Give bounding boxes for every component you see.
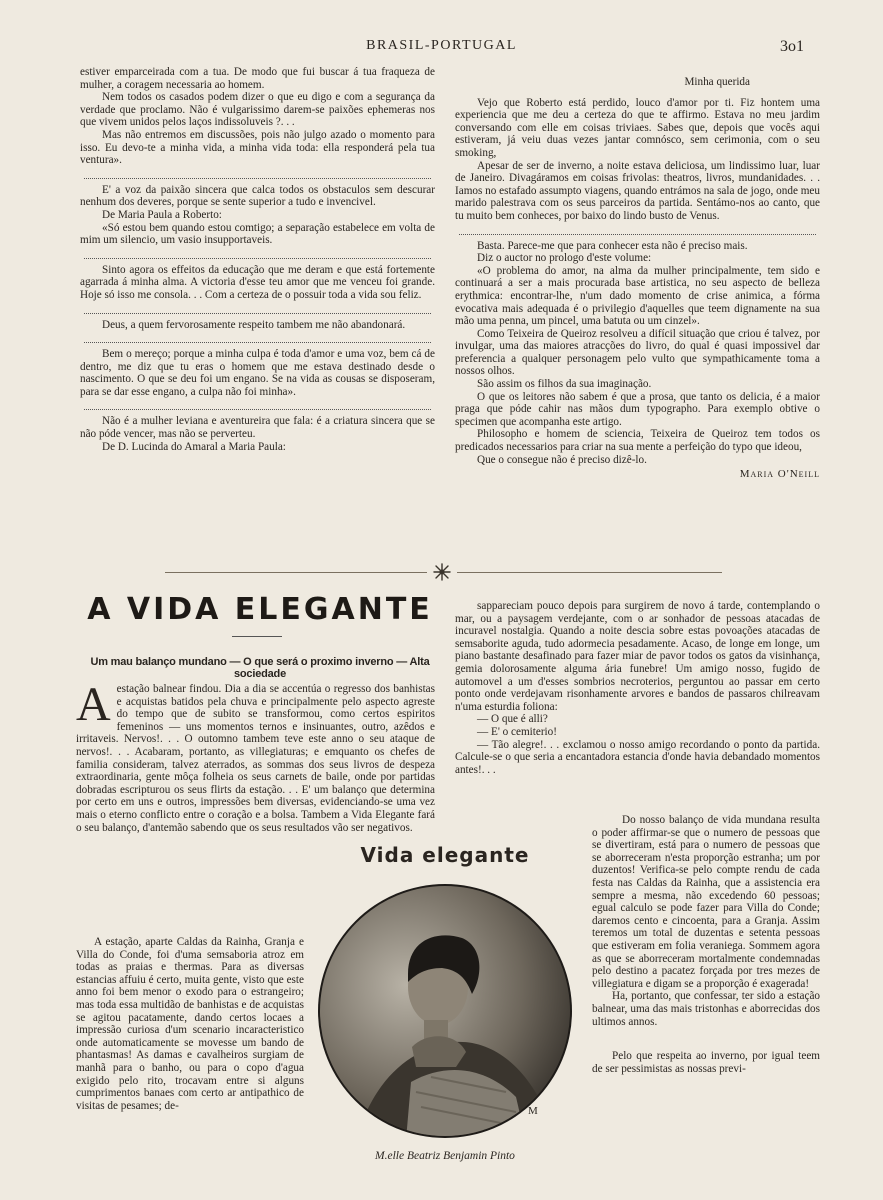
paragraph: De D. Lucinda do Amaral a Maria Paula:	[102, 440, 286, 453]
paragraph: «Só estou bem quando estou comtigo; a separação estabelece em volta de mim um silencio, um vasio insupportaveis.	[80, 221, 435, 247]
dotted-separator	[84, 304, 431, 314]
photographer-mark: M	[528, 1105, 538, 1117]
dotted-separator	[84, 249, 431, 259]
upper-right-column	[455, 76, 820, 481]
section-divider-left	[165, 572, 427, 573]
paragraph-text: estação balnear findou. Dia a dia se accentúa o regresso dos banhistas e acquistas batidos pela chuva e principalmente pelo aspecto agreste do tempo que de subito se transformou, como certos espiritos femeninos — uns momentos ternos e insinuantes, outro, azêdos e irritaveis. Nervos!. . . O outomno tambem teve este anno o seu ataque de nervos!. . . Acabaram, portanto, as villegiaturas; e emquanto os chefes de familia consideram, talvez aterrados, as sommas dos seus livros de despeza extraordinaria, gente môça folheia os seus carnets de baile, onde por partidas dobradas escriptur​ou os seus flirts da estação. . . E' um balanço que determina por certo em uns e outros, impressões bem diversas, evidenciando-se uma vez mais o eterno conflicto entre o coração e a bolsa. Tambem a Vida Elegante fará o seu balanço, d'antemão sabendo que os seus resultados vão ser negativos.	[76, 683, 435, 834]
paragraph: Basta. Parece-me que para conhecer esta não é preciso mais.	[477, 239, 748, 252]
paragraph: Que o consegue não é preciso dizê-lo.	[477, 453, 647, 466]
section-divider-right	[457, 572, 722, 573]
dialogue-line: — O que é alli?	[477, 713, 548, 726]
article-left-column	[76, 683, 435, 834]
paragraph: O que os leitores não sabem é que a prosa, que tanto os delicia, é a maior praga que póde cahir nas mãos dum typographo. Para exemplo obtive o specimen que acompanha este artigo.	[455, 390, 820, 428]
paragraph: Como Teixeira de Queiroz resolveu a difícil situação que criou é talvez, por invulgar, uma das maiores atracções do livro, do qual é quasi impossivel dar preferencia a qualquer personagem pelo vulto que sympathicamente toma a nossos olhos.	[455, 327, 820, 378]
paragraph: sappareciam pouco depois para surgirem de novo á tarde, contemplando o mar, ou a paysagem verdejante, com o ar sonhador de pessoas atacadas de incuravel nostalgia. Quando a noite descia sobre estas povoações atacadas de semsaborite aguda, tudo adormecia pesadamente. Acaso, de longe em longe, um piano bastante desafinado para fazer miar de pavor todos os gatos da visinhança, gemia dolorosamente alguma ária funebre! Um amigo nosso, fugido de automovel a um d'esses sombrios necroterios, perguntou ao passar em certo ponto onde verdejavam risonhamente arvores e bandos de passaros chilreavam n'uma esturdia foliona:	[455, 600, 820, 713]
paragraph: Deus, a quem fervorosamente respeito tambem me não abandonará.	[102, 318, 406, 331]
paragraph: Philosopho e homem de sciencia, Teixeira de Queiroz tem todos os predicados necessarios para criar na sua mente a perfeição do typo que ideou,	[455, 428, 820, 454]
paragraph: «O problema do amor, na alma da mulher principalmente, tem sido e continuará a ser a mais procurada base artistica, no seu aspecto de belleza erythmica: encontrar-lhe, n'um dado momento de crise animica, a fórma evocativa mais adequada é o privilegio d'aquelles que teem dignamente na sua mão uma penna, um pincel, uma batuta ou um cinzel».	[455, 264, 820, 328]
inset-title: Vida elegante	[360, 843, 530, 867]
paragraph: Ha, portanto, que confessar, ter sido a estação balnear, uma das mais tristonhas e aborrecidas dos ultimos annos.	[592, 990, 820, 1028]
paragraph: São assim os filhos da sua imaginação.	[477, 378, 652, 391]
article-subtitle: Um mau balanço mundano — O que será o proximo inverno — Alta sociedade	[90, 656, 430, 680]
paragraph: E' a voz da paixão sincera que calca todos os obstaculos sem descurar nenhum dos deveres, porque se sente superior a tudo e invencivel.	[80, 183, 435, 209]
dotted-separator	[84, 333, 431, 343]
paragraph: Vejo que Roberto está perdido, louco d'amor por ti. Fiz hontem uma experiencia que me deu a certeza do que te affirmo. Estava no meu jardim conversando com elle em coisas triviaes. Sabes que, depois que vocês aqui estiveram, já veiu duas vezes jantar comnósco, sem cerimonia, com o seu smoking,	[455, 96, 820, 159]
dialogue-line: — E' o cemiterio!	[477, 725, 557, 738]
ornament-icon	[433, 563, 451, 581]
author-signature: Maria O'Neill	[739, 468, 820, 481]
article-title: A VIDA ELEGANTE	[87, 592, 433, 627]
dotted-separator	[84, 400, 431, 410]
paragraph: estiver emparceirada com a tua. De modo que fui buscar á tua fraqueza de mulher, a coragem necessaria ao homem.	[80, 66, 435, 91]
drop-cap: A	[76, 683, 111, 731]
upper-left-column	[80, 66, 435, 453]
article-left-column-lower	[76, 936, 304, 1112]
paragraph: Do nosso balanço de vida mundana resulta o poder affirmar-se que o numero de pessoas que se divertiram, está para o numero de pessoas que se aborreceram n'esta proporção estranha; um por duzentos! Verifica-se pelo compte rendu de cada festa nas Caldas da Rainha, que a assistencia era sempre a mesma, não excedendo 60 pessoas; egual calculo se pode fazer para Villa do Conde; daremos cento e cincoenta, para a Granja. Assim teremos um total de duzentas e setenta pessoas que estiveram em folia veraniega. Sommem agora as que se aborreceram mortalmente condemnadas pelo destino a pacatez forçada por tres mezes de villegiatura e digam se a proporção é exagerada!	[592, 814, 820, 990]
paragraph: Mas não entremos em discussões, pois não julgo azado o momento para isso. Eu devo-te a minha vida, a minha vida toda: ella responderá pela tua ventura».	[80, 128, 435, 167]
photo-caption: M.elle Beatriz Benjamin Pinto	[375, 1150, 515, 1162]
portrait-photo	[316, 882, 574, 1140]
paragraph: Sinto agora os effeitos da educação que me deram e que está fortemente agarrada á minha alma. A victoria d'esse teu amor que me venceu foi grande. Hoje só isso me consola. . . Com a certeza de o possuir toda a vida sou feliz.	[80, 263, 435, 301]
paragraph: De Maria Paula a Roberto:	[102, 208, 222, 221]
paragraph: A estação, aparte Caldas da Rainha, Granja e Villa do Conde, foi d'uma semsaboria atroz em todas as praias e thermas. Para as diversas estancias affuiu é certo, muita gente, visto que este anno foi bem menor o exodo para o estrangeiro; mas toda essa multidão de banhistas e de acquistas se agitou pacatamente, dando certos locaes a impressão curiosa d'um scenario incaracteristico onde automaticamente se movesse um bando de phantasmas! As damas e cavalheiros surgiam de manhã para o banho, ou para o copo d'agua exigido pelo rito, trocavam entre si alguns cumprimentos banaes com certo ar antipathico de visitas de pesames; de-	[76, 936, 304, 1112]
dialogue-line: — Tão alegre!. . . exclamou o nosso amigo recordando o ponto da partida. Calcule-se o que seria a encantadora estancia d'onde havia debandado momentos antes!. . .	[455, 738, 820, 776]
paragraph	[76, 683, 435, 834]
dotted-separator	[84, 169, 431, 179]
title-rule	[232, 636, 282, 637]
paragraph: Nem todos os casados podem dizer o que eu digo e com a segurança da verdade que proclamo. Não é vulgarissimo darem-se paixões ephemeras nos que vivem unidos pelos laços indissoluveis ?. . .	[80, 91, 435, 129]
paragraph: Apesar de ser de inverno, a noite estava deliciosa, um lindissimo luar, luar de Janeiro. Divagáramos em coisas frivolas: theatros, livros, mundanidades. . . Iamos no estafado assumpto viagens, quando entrámos na sala de jogo, onde meu marido palestrava com os seus parceiros da partida. Sentámo-nos ao canto, que tu muito bem conheces, por baixo do lindo busto de Venus.	[455, 159, 820, 222]
paragraph: Bem o mereço; porque a minha culpa é toda d'amor e uma voz, bem cá de dentro, me diz que tu eras o homem que me estava destinado desde o nascimento. O que se deu foi um engano. Se na vida as cousas se disposeram, para se dar esse engano, a culpa não foi minha».	[80, 348, 435, 398]
paragraph: Não é a mulher leviana e aventureira que fala: é a criatura sincera que se não póde vencer, mas não se perverteu.	[80, 415, 435, 441]
letter-salutation: Minha querida	[684, 76, 750, 88]
page-number: 3o1	[780, 38, 804, 55]
article-right-column-lower	[592, 814, 820, 1075]
article-right-column	[455, 600, 820, 776]
paragraph: Diz o auctor no prologo d'este volume:	[477, 252, 652, 265]
paragraph: Pelo que respeita ao inverno, por igual teem de ser pessimistas as nossas previ-	[592, 1050, 820, 1075]
running-header: BRASIL-PORTUGAL	[366, 38, 517, 53]
dotted-separator	[459, 225, 816, 235]
